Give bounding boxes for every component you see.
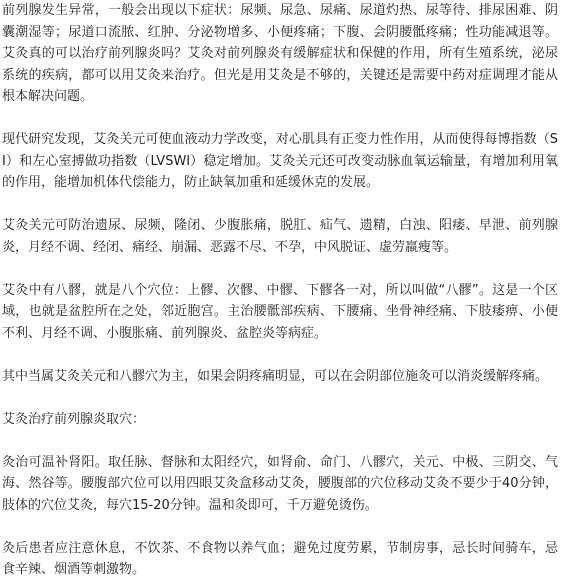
paragraph-baliao: 艾灸中有八髎，就是八个穴位：上髎、次髎、中髎、下髎各一对，所以叫做“八髎”。这是一个区域，也就是盆腔所在之处，邻近胞宫。主治腰骶部疾病、下腰痛、坐骨神经痛、下肢痿痹、小便不利、月经不调、小腹胀痛、前列腺炎、盆腔炎等病症。 bbox=[2, 282, 558, 341]
paragraph-gap bbox=[2, 344, 558, 366]
paragraph-gap bbox=[2, 516, 558, 538]
paragraph-aftercare: 灸后患者应注意休息，不饮茶、不食物以养气血；避免过度劳累，节制房事，忌长时间骑车，忌食辛辣、烟酒等刺激物。 bbox=[2, 540, 558, 577]
paragraph-gap bbox=[2, 387, 558, 409]
paragraph-gap bbox=[2, 430, 558, 452]
paragraph-symptoms: 前列腺发生异常，一般会出现以下症状：尿频、尿急、尿痛、尿道灼热、尿等待、排尿困难、阴囊潮湿等；尿道口流脓、红肿、分泌物增多、小便疼痛；下腹、会阴腰骶疼痛；性功能减退等。艾灸真的可以治疗前列腺炎吗？艾灸对前列腺炎有缓解症状和保健的作用，所有生殖系统，泌尿系统的疾病，都可以用艾灸来治疗。但光是用艾灸是不够的，关键还是需要中药对症调理才能从根本解决问题。 bbox=[2, 3, 558, 104]
paragraph-gap bbox=[2, 258, 558, 280]
paragraph-acupoint-heading: 艾灸治疗前列腺炎取穴： bbox=[2, 411, 146, 427]
article-body bbox=[2, 0, 558, 581]
paragraph-gap bbox=[2, 194, 558, 216]
paragraph-main-points: 其中当属艾灸关元和八髎穴为主，如果会阴疼痛明显，可以在会阴部位施灸可以消炎缓解疼痛。 bbox=[2, 368, 549, 384]
paragraph-treatment-method: 灸治可温补肾阳。取任脉、督脉和太阳经穴，如肾俞、命门、八髎穴，关元、中极、三阴交、气海、然谷等。腰腹部穴位可以用四眼艾灸盒移动艾灸，腰腹部的穴位移动艾灸不要少于40分钟，肢体的穴位艾灸，每穴15-20分钟。温和灸即可，千万避免烫伤。 bbox=[2, 454, 558, 513]
paragraph-gap bbox=[2, 108, 558, 130]
paragraph-modern-research: 现代研究发现，艾灸关元可使血液动力学改变，对心肌具有正变力性作用，从而使得每博指数（SI）和左心室搏做功指数（LVSWI）稳定增加。艾灸关元还可改变动脉血氧运输量，有增加利用氧的作用，能增加机体代偿能力，防止缺氧加重和延缓休克的发展。 bbox=[2, 132, 558, 190]
paragraph-guanyuan-indications: 艾灸关元可防治遗尿、尿频，隆闭、少腹胀痛，脱肛、疝气、遗精，白浊、阳痿、早泄、前列腺炎，月经不调、经闭、痛经、崩漏、恶露不尽、不孕，中风脱证、虚劳羸瘦等。 bbox=[2, 218, 558, 255]
